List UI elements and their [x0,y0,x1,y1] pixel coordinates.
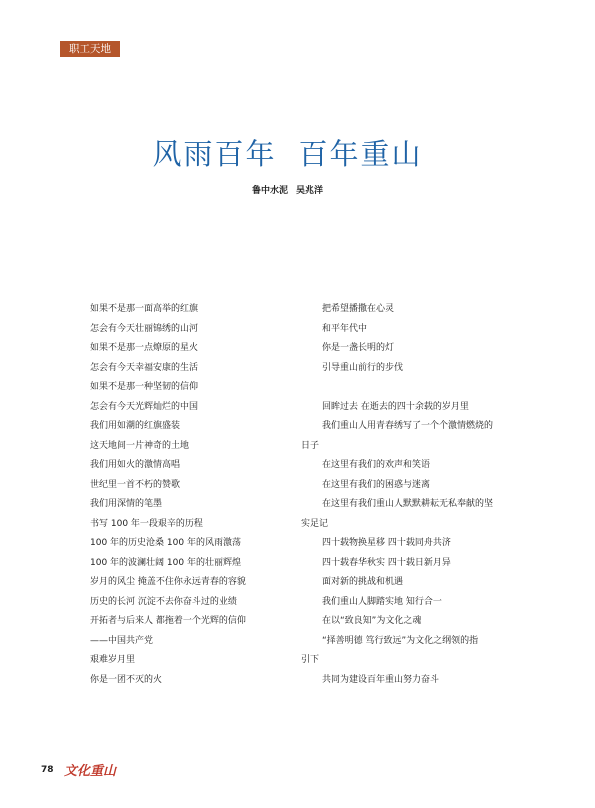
article-title [0,132,575,173]
poem-line: 面对新的挑战和机遇 [322,577,404,587]
poem-line: 我们重山人脚踏实地 知行合一 [322,596,442,607]
poem-line: 日子 [301,440,320,451]
poem-line: 怎会有今天光辉灿烂的中国 [90,401,199,412]
poem-line: 你是一盏长明的灯 [322,343,395,353]
poem-line: 你是一团不灭的火 [90,674,163,685]
poem-line: 如果不是那一面高举的红旗 [90,304,199,314]
author-org: 鲁中水泥 [251,186,288,196]
poem-line: 在以“致良知”为文化之魂 [322,616,422,626]
poem-line: 在这里有我们的困惑与迷离 [322,479,431,490]
poem-line: 100 年的波澜壮阔 100 年的壮丽辉煌 [90,557,241,568]
poem-line: 共同为建设百年重山努力奋斗 [322,674,440,685]
poem-line: 如果不是那一种坚韧的信仰 [90,382,199,392]
poem-line: 艰难岁月里 [90,655,136,665]
poem-line: ——中国共产党 [90,635,154,646]
stanza-break [301,378,516,398]
poem-line: 在这里有我们重山人默默耕耘无私奉献的坚 [322,499,494,509]
poem-line: 如果不是那一点燎原的星火 [90,343,199,353]
poem-line: 我们重山人用青春绣写了一个个激情燃烧的 [322,421,494,431]
poem-line: 书写 100 年一段艰辛的历程 [90,518,203,529]
title-part-1: 风雨百年 [152,137,277,171]
poem-line: 世纪里一首不朽的赞歌 [90,479,181,490]
poem-line: 历史的长河 沉淀不去你奋斗过的业绩 [90,596,237,607]
poem-line: 实足记 [301,518,329,529]
poem-line: 引下 [301,655,320,665]
poem-line: 四十载物换星移 四十载同舟共济 [322,538,451,548]
poem-line: 100 年的历史沧桑 100 年的风雨激荡 [90,538,241,548]
poem-line: 我们用深情的笔墨 [90,499,163,509]
poem-line: 引导重山前行的步伐 [322,362,404,373]
poem-right-column [301,300,516,690]
poem-line: 四十载春华秋实 四十载日新月异 [322,557,451,568]
poem-line: “择善明德 笃行致远”为文化之纲领的指 [322,635,479,646]
poem-line: 我们用如潮的红旗盛装 [90,421,181,431]
author-name: 吴兆洋 [296,186,324,196]
poem-line: 岁月的风尘 掩盖不住你永远青春的容貌 [90,577,246,587]
page-number: 78 [41,765,54,775]
poem-line: 把希望播撒在心灵 [322,304,395,314]
poem-line: 在这里有我们的欢声和笑语 [322,460,431,470]
poem-line: 怎会有今天壮丽锦绣的山河 [90,323,199,334]
poem-line: 回眸过去 在逝去的四十余载的岁月里 [322,401,469,412]
poem-left-column [90,300,295,690]
poem-line: 开拓者与后来人 都拖着一个光辉的信仰 [90,616,246,626]
poem-line: 我们用如火的激情高唱 [90,460,181,470]
title-part-2: 百年重山 [298,137,423,171]
author-line [0,183,575,196]
magazine-logo: 文化重山 [64,764,117,779]
poem-line: 怎会有今天幸福安康的生活 [90,362,199,373]
poem-line: 这天地间一片神奇的土地 [90,440,190,451]
poem-line: 和平年代中 [322,323,368,334]
section-badge: 职工天地 [60,41,120,57]
